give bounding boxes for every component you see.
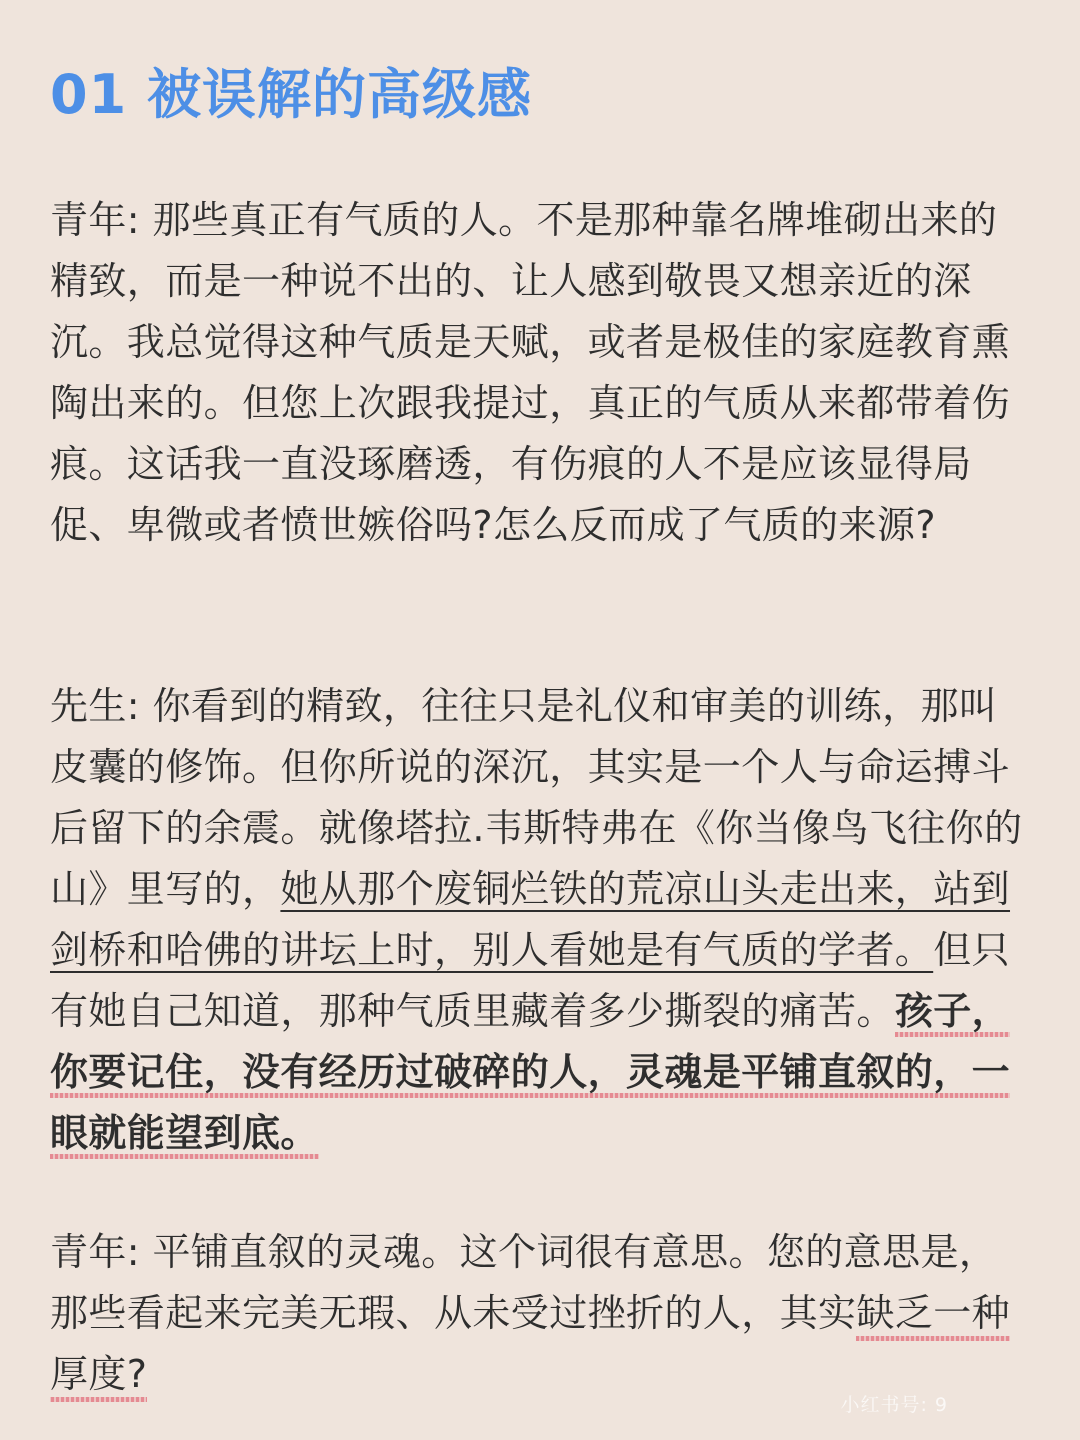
- underlined-quote: 她从那个废铜烂铁的荒凉山头走出来，站到剑桥和哈佛的讲坛上时，别人看她是有气质的学者。: [50, 867, 1011, 972]
- paragraph-youth-2: [50, 1222, 1035, 1405]
- paragraph-youth-1: [50, 190, 1035, 556]
- paragraph-text: 先生: 你看到的精致，往往只是礼仪和审美的训练，那叫皮囊的修饰。但你所说的深沉，其实是一个人与命运搏斗后留下的余震。就像塔拉.韦斯特弗在《你当像鸟飞往你的山》里写的，: [50, 684, 1023, 911]
- emphasized-quote: 孩子，你要记住，没有经历过破碎的人，灵魂是平铺直叙的，一眼就能望到底。: [50, 989, 1010, 1159]
- paragraph-text: 但只有她自己知道，那种气质里藏着多少撕裂的痛苦。: [50, 928, 1011, 1033]
- paragraph-text: 青年: 平铺直叙的灵魂。这个词很有意思。您的意思是，那些看起来完美无瑕、从未受过挫折的人，其实: [50, 1230, 998, 1335]
- watermark: 小红书号: 9: [840, 1394, 948, 1416]
- paragraph-mentor: [50, 676, 1035, 1164]
- page-title: 01 被误解的高级感: [50, 63, 532, 126]
- marked-phrase: 缺乏一种厚度?: [50, 1291, 1010, 1402]
- paragraph-text: 青年: 那些真正有气质的人。不是那种靠名牌堆砌出来的精致，而是一种说不出的、让人感到敬畏又想亲近的深沉。我总觉得这种气质是天赋，或者是极佳的家庭教育熏陶出来的。但您上次跟我提过，真正的气质从来都带着伤痕。这话我一直没琢磨透，有伤痕的人不是应该显得局促、卑微或者愤世嫉俗吗?怎么反而成了气质的来源?: [50, 198, 1011, 547]
